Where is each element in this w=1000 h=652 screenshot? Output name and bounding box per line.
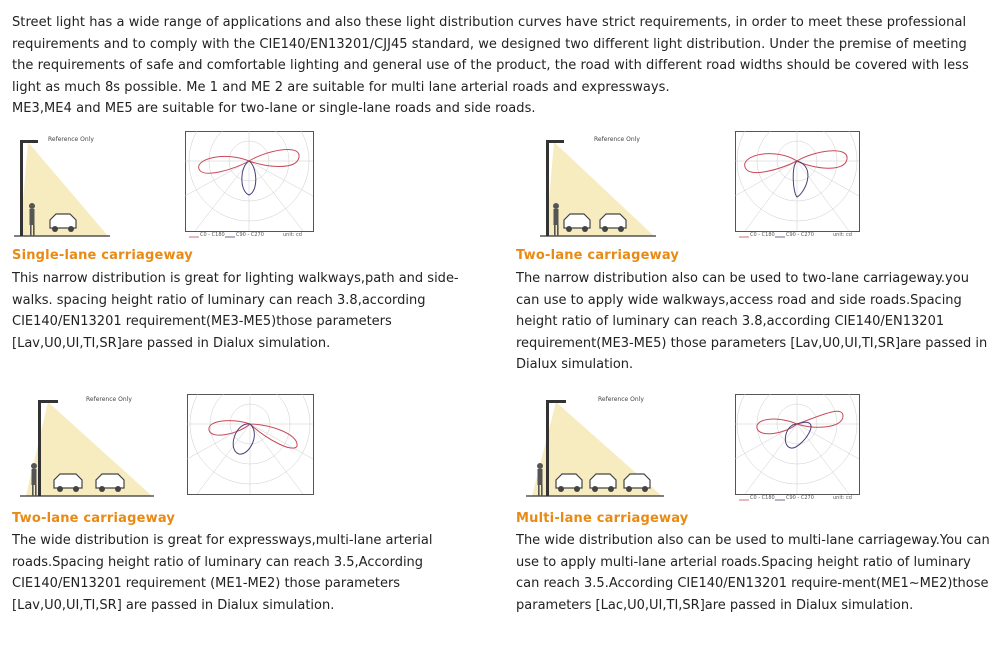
polar-distribution-chart [187,394,327,506]
legend-c90: C90 - C270 [786,495,814,501]
polar-chart-svg [735,394,875,506]
polar-distribution-chart [185,131,325,243]
polar-chart-svg [185,131,325,243]
street-light-illustration [14,132,110,240]
section-description: The wide distribution also can be used to multi-lane carriageway.You can use to apply multi-lane arterial roads.Spacing height ratio of luminary can reach 3.5.According CIE140/EN13201 require-ment(ME1~ME2)those parameters [Lac,U0,UI,TI,SR]are passed in Dialux simulation. [516,533,990,613]
polar-chart-svg [735,131,875,243]
section-title: Two-lane carriageway [12,511,176,526]
intro-text [12,12,987,120]
legend-c0: C0 - C180 [750,232,775,238]
section-title: Single-lane carriageway [12,248,193,263]
section-description: The narrow distribution also can be used to two-lane carriageway.you can use to apply wide walkways,access road and side roads.Spacing height ratio of luminary can reach 3.8,according CIE140/EN13201 requirement(ME3-ME5) those parameters [Lav,U0,UI,TI,SR]are passed in Dialux simulation. [516,271,988,373]
reference-label: Reference Only [594,136,640,143]
legend-c0: C0 - C180 [750,495,775,501]
section-description: The wide distribution is great for expressways,multi-lane arterial roads.Spacing height ratio of luminary can reach 3.5,According CIE140/EN13201 requirement (ME1-ME2) those parameters [Lav,U0,UI,TI,SR] are passed in Dialux simulation. [12,533,433,613]
section-description: This narrow distribution is great for lighting walkways,path and side-walks. spacing height ratio of luminary can reach 3.8,according CIE140/EN13201 requirement(ME3-ME5)those parameters [Lav,U0,UI,TI,SR]are passed in Dialux simulation. [12,271,459,351]
legend-unit: unit: cd [833,232,852,238]
section-title: Two-lane carriageway [516,248,680,263]
intro-paragraph-2: ME3,ME4 and ME5 are suitable for two-lane or single-lane roads and side roads. [12,101,536,117]
legend-c90: C90 - C270 [236,232,264,238]
street-light-illustration [20,392,154,500]
polar-distribution-chart [735,131,875,243]
legend-unit: unit: cd [283,232,302,238]
legend-unit: unit: cd [833,495,852,501]
legend-c0: C0 - C180 [200,232,225,238]
polar-chart-svg [187,394,327,506]
reference-label: Reference Only [86,396,132,403]
legend-c90: C90 - C270 [786,232,814,238]
section-title: Multi-lane carriageway [516,511,689,526]
intro-paragraph-1: Street light has a wide range of applications and also these light distribution curves have strict requirements, in order to meet these professional requirements and to comply with the CIE140/EN13201/CJJ45 standard, we designed two different light distribution. Under the premise of meeting the requirements of safe and comfortable lighting and general use of the product, the road with different road widths should be covered with less light as much 8s possible. Me 1 and ME 2 are suitable for multi lane arterial roads and expressways. [12,15,969,95]
reference-label: Reference Only [48,136,94,143]
polar-distribution-chart [735,394,875,506]
street-light-illustration [540,132,656,240]
reference-label: Reference Only [598,396,644,403]
street-light-illustration [526,392,664,500]
